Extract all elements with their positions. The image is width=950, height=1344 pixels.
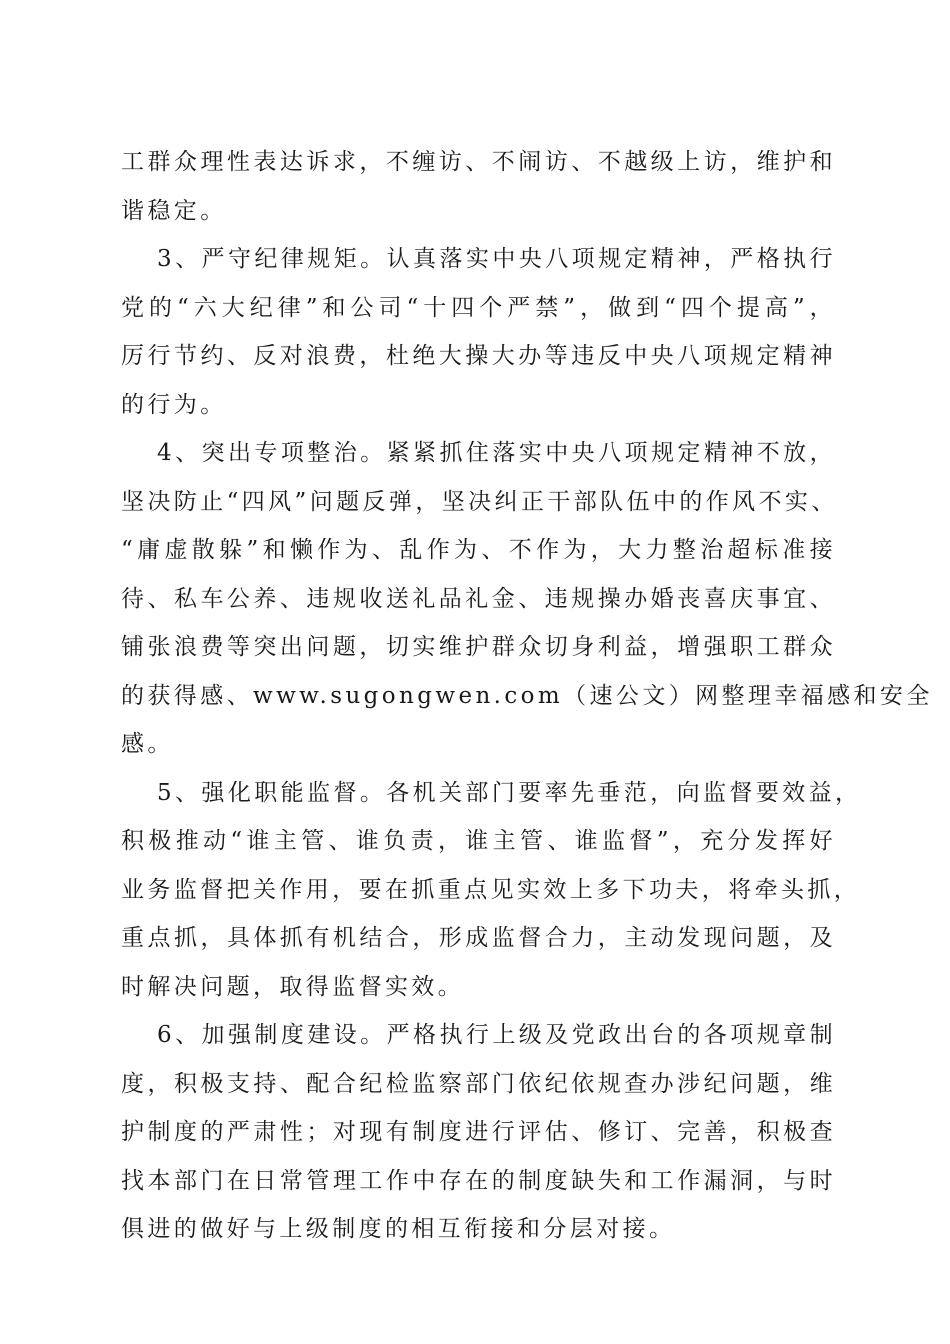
paragraph-start-line: 3、严守纪律规矩。认真落实中央八项规定精神，严格执行 (157, 246, 836, 272)
text-line: “庸虚散躲”和懒作为、乱作为、不作为，大力整治超标准接 (121, 537, 836, 563)
text-line: 积极推动“谁主管、谁负责，谁主管、谁监督”，充分发挥好 (121, 828, 836, 854)
text-line: 找本部门在日常管理工作中存在的制度缺失和工作漏洞，与时 (121, 1167, 836, 1194)
text-line: 谐稳定。 (121, 197, 227, 224)
paragraph-start-line: 6、加强制度建设。严格执行上级及党政出台的各项规章制 (157, 1022, 836, 1048)
text-line: 感。 (121, 731, 174, 757)
text-line: 俱进的做好与上级制度的相互衔接和分层对接。 (121, 1216, 676, 1242)
paragraph-start-line: 5、强化职能监督。各机关部门要率先垂范，向监督要效益， (157, 779, 862, 806)
text-line: 时解决问题，取得监督实效。 (121, 973, 465, 1000)
text-line: 党的“六大纪律”和公司“十四个严禁”，做到“四个提高”， (121, 294, 836, 321)
text-line: 重点抓，具体抓有机结合，形成监督合力，主动发现问题，及 (121, 925, 836, 951)
paragraph-start-line: 4、突出专项整治。紧紧抓住落实中央八项规定精神不放， (157, 440, 836, 466)
text-line: 的行为。 (121, 391, 227, 418)
text-line: 待、私车公养、违规收送礼品礼金、违规操办婚丧喜庆事宜、 (121, 585, 836, 612)
text-line: 厉行节约、反对浪费，杜绝大操大办等违反中央八项规定精神 (121, 343, 836, 369)
document-body (121, 138, 933, 1254)
text-line: 度，积极支持、配合纪检监察部门依纪依规查办涉纪问题，维 (121, 1070, 836, 1097)
text-line: 的获得感、www.sugongwen.com（速公文）网整理幸福感和安全 (121, 682, 933, 709)
text-line: 工群众理性表达诉求，不缠访、不闹访、不越级上访，维护和 (121, 149, 836, 175)
text-line: 坚决防止“四风”问题反弹，坚决纠正干部队伍中的作风不实、 (121, 488, 838, 515)
text-line: 护制度的严肃性；对现有制度进行评估、修订、完善，积极查 (121, 1119, 836, 1145)
text-line: 业务监督把关作用，要在抓重点见实效上多下功夫，将牵头抓， (121, 876, 861, 903)
text-line: 铺张浪费等突出问题，切实维护群众切身利益，增强职工群众 (121, 634, 836, 660)
